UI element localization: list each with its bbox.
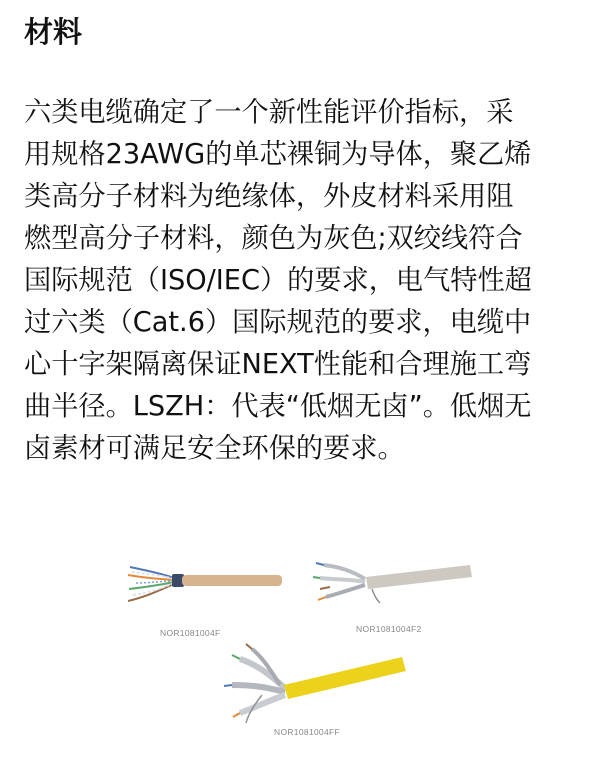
material-description bbox=[24, 92, 584, 470]
cable-product-photo bbox=[0, 545, 600, 762]
cable-caption-f2: NOR1081004F2 bbox=[356, 624, 422, 634]
paragraph-line: 曲半径。LSZH：代表“低烟无卤”。低烟无 bbox=[24, 391, 532, 422]
paragraph-line: 用规格23AWG的单芯裸铜为导体，聚乙烯 bbox=[24, 139, 532, 170]
paragraph-line: 六类电缆确定了一个新性能评价指标，采 bbox=[24, 97, 514, 128]
paragraph-line: 国际规范（ISO/IEC）的要求，电气特性超 bbox=[24, 265, 532, 296]
paragraph-line: 过六类（Cat.6）国际规范的要求，电缆中 bbox=[24, 307, 532, 338]
cable-3-jacket bbox=[284, 657, 406, 699]
section-heading: 材料 bbox=[24, 15, 83, 49]
paragraph-line: 卤素材可满足安全环保的要求。 bbox=[24, 433, 405, 464]
cable-3-wires bbox=[224, 644, 285, 723]
cable-caption-ff: NOR1081004FF bbox=[274, 727, 340, 737]
paragraph-line: 类高分子材料为绝缘体，外皮材料采用阻 bbox=[24, 181, 514, 212]
paragraph-line: 燃型高分子材料，颜色为灰色;双绞线符合 bbox=[24, 223, 523, 254]
cable-caption-f: NOR1081004F bbox=[160, 628, 221, 638]
paragraph-line: 心十字架隔离保证NEXT性能和合理施工弯 bbox=[24, 349, 532, 380]
